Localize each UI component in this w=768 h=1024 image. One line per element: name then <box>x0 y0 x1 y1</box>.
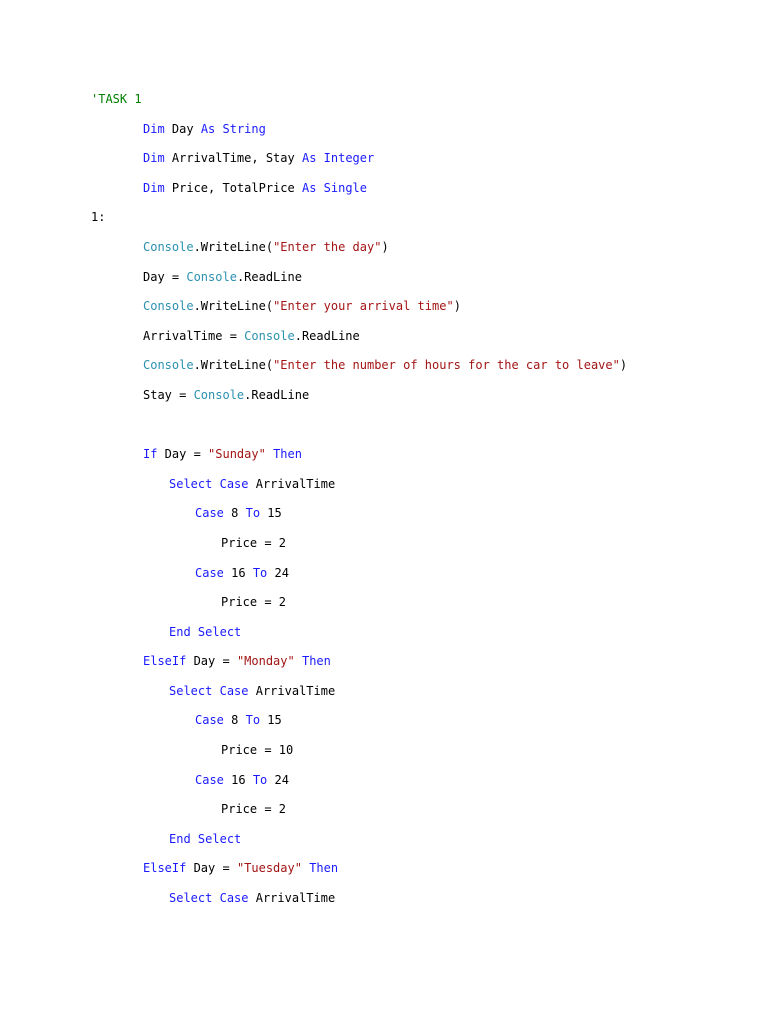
code-line <box>91 118 751 148</box>
code-line <box>91 384 751 414</box>
code-text: ArrivalTime <box>248 476 336 491</box>
code-line <box>91 502 751 532</box>
code-text <box>316 151 323 165</box>
code-keyword: ElseIf <box>143 861 187 876</box>
code-keyword: To <box>252 772 268 787</box>
code-text <box>212 477 219 491</box>
code-line <box>91 887 751 917</box>
code-keyword: Select <box>169 891 213 906</box>
code-text: 16 <box>223 772 253 787</box>
blank-line <box>91 414 751 444</box>
code-text: Price, TotalPrice <box>164 180 302 195</box>
code-string: "Sunday" <box>208 447 266 462</box>
code-class-name: Console <box>143 239 194 254</box>
code-text: Day = <box>186 654 237 669</box>
code-string: "Enter your arrival time" <box>273 299 454 314</box>
code-line <box>91 443 751 473</box>
code-keyword: ElseIf <box>143 654 187 669</box>
code-text: .ReadLine <box>236 269 302 284</box>
code-text: Day = <box>143 269 187 284</box>
code-class-name: Console <box>244 328 295 343</box>
code-keyword: String <box>222 121 266 136</box>
code-keyword: As <box>200 121 216 136</box>
code-line <box>91 88 751 118</box>
code-text <box>266 447 273 461</box>
code-text: ) <box>381 239 389 254</box>
code-text: .WriteLine( <box>193 299 274 314</box>
code-text: 15 <box>260 713 282 728</box>
code-text: Price = 10 <box>221 743 294 758</box>
code-text <box>212 684 219 698</box>
code-line <box>91 591 751 621</box>
code-text <box>191 832 198 846</box>
code-keyword: Case <box>195 565 224 580</box>
code-keyword: End <box>169 624 191 639</box>
code-comment: 'TASK 1 <box>91 92 142 106</box>
code-text: ArrivalTime = <box>143 328 245 343</box>
code-class-name: Console <box>143 358 194 373</box>
code-text: 15 <box>260 506 282 521</box>
code-line <box>91 325 751 355</box>
code-line <box>91 680 751 710</box>
code-keyword: To <box>252 565 268 580</box>
code-keyword: Select <box>169 683 213 698</box>
code-line <box>91 532 751 562</box>
code-text: ) <box>453 299 461 314</box>
code-text: 24 <box>267 565 289 580</box>
code-text: ArrivalTime <box>248 683 336 698</box>
code-line <box>91 562 751 592</box>
code-text <box>215 122 222 136</box>
code-line <box>91 473 751 503</box>
code-keyword: Case <box>195 506 224 521</box>
code-text: 8 <box>223 506 246 521</box>
code-text <box>212 891 219 905</box>
code-keyword: Then <box>309 861 339 876</box>
code-text: Stay = <box>143 387 194 402</box>
code-keyword: As <box>301 151 317 166</box>
code-text <box>191 625 198 639</box>
code-keyword: Case <box>219 476 249 491</box>
code-keyword: Dim <box>143 121 165 136</box>
code-text: Day = <box>157 447 209 462</box>
code-keyword: Then <box>301 654 331 669</box>
code-keyword: Select <box>197 624 242 639</box>
code-keyword: Case <box>219 891 249 906</box>
code-line <box>91 709 751 739</box>
code-text: Price = 2 <box>221 535 287 550</box>
code-text: 24 <box>267 772 289 787</box>
code-text: 16 <box>223 565 253 580</box>
code-text: ArrivalTime <box>248 891 336 906</box>
code-text: .WriteLine( <box>193 358 274 373</box>
code-class-name: Console <box>193 387 245 402</box>
code-line <box>91 857 751 887</box>
code-line <box>91 798 751 828</box>
code-keyword: Dim <box>143 151 165 166</box>
code-line <box>91 236 751 266</box>
code-text: .ReadLine <box>294 328 360 343</box>
code-keyword: End <box>169 831 191 846</box>
code-keyword: Dim <box>143 180 165 195</box>
code-keyword: To <box>245 713 261 728</box>
code-keyword: If <box>143 447 158 462</box>
code-text: Price = 2 <box>221 802 287 817</box>
code-class-name: Console <box>186 269 237 284</box>
code-keyword: Case <box>195 772 224 787</box>
code-string: "Enter the number of hours for the car to leave" <box>273 358 620 373</box>
code-text: Price = 2 <box>221 595 287 610</box>
code-line <box>91 769 751 799</box>
code-text <box>295 654 302 668</box>
code-line <box>91 295 751 325</box>
code-keyword: Integer <box>323 151 375 166</box>
code-text: 8 <box>223 713 246 728</box>
code-text: Day = <box>186 861 237 876</box>
code-keyword: To <box>245 506 261 521</box>
code-keyword: Select <box>197 831 242 846</box>
code-line <box>91 177 751 207</box>
code-keyword: As <box>301 180 317 195</box>
code-text: 1: <box>91 210 106 225</box>
code-keyword: Single <box>323 180 368 195</box>
code-line <box>91 828 751 858</box>
code-class-name: Console <box>143 299 194 314</box>
code-string: "Enter the day" <box>273 239 382 254</box>
code-text: ArrivalTime, Stay <box>164 151 302 166</box>
code-text: Day <box>164 121 201 136</box>
code-line <box>91 621 751 651</box>
code-line <box>91 147 751 177</box>
code-text: .ReadLine <box>244 387 310 402</box>
code-keyword: Case <box>195 713 224 728</box>
code-keyword: Case <box>219 683 249 698</box>
code-text <box>316 181 323 195</box>
code-line <box>91 206 751 236</box>
code-line <box>91 739 751 769</box>
code-string: "Tuesday" <box>236 861 302 876</box>
code-text: .WriteLine( <box>193 239 274 254</box>
code-line <box>91 650 751 680</box>
code-keyword: Then <box>273 447 302 462</box>
code-keyword: Select <box>169 476 213 491</box>
code-text: ) <box>619 358 628 373</box>
code-string: "Monday" <box>236 654 295 669</box>
code-line <box>91 354 751 384</box>
code-listing <box>91 88 751 917</box>
code-line <box>91 266 751 296</box>
